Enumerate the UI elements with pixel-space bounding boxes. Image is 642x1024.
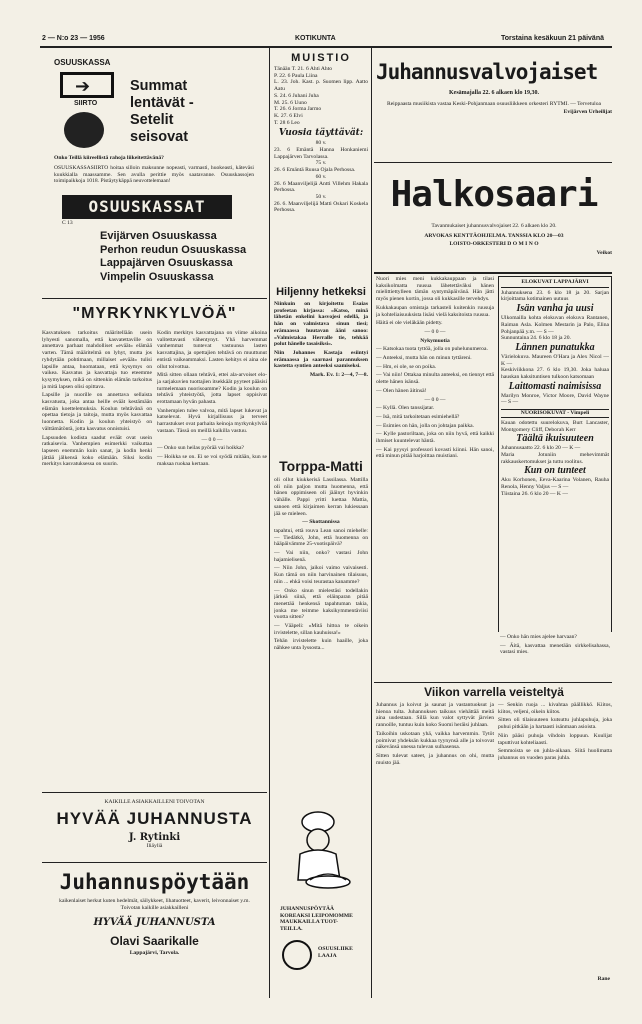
muistio xyxy=(274,52,368,284)
paragraph: — Onko hän mies ajelee harvaan? xyxy=(500,634,577,640)
paragraph: — Vai niin, onko? vastasi John hajamielisenä. xyxy=(274,550,368,563)
paragraph: Vanhempien tulee valvoa, mitä lapset lukevat ja katselevat. Hyvä kirjallisuus ja terveet harrastukset ovat parhaita keinoja myrkynkylvöä vastaan. Tässä on meillä kaikilla vastuu. xyxy=(157,407,267,434)
bank-item: Vimpelin Osuuskassa xyxy=(100,270,214,283)
paragraph: Sitten tulevat sateet, ja juhannus on ohi, mutta muisto jää. xyxy=(376,752,494,766)
bank-list xyxy=(100,230,246,284)
osuus-logo: OSUUSKASSAT xyxy=(62,195,232,219)
osuus-c13: C 13 xyxy=(62,220,73,226)
name-day: P. 22. 6 Paula Liina xyxy=(274,72,318,79)
paragraph: — Senkin ruoja ... kivahtaa päällikkö. Kiitos, kiitos, veljeni, oikein kiitos. xyxy=(498,702,612,715)
header-right: Torstaina kesäkuun 21 päivänä xyxy=(501,35,604,42)
paragraph: — Äitä, kasvattaa menetään sirkkelisahassa, vastasi mies. xyxy=(500,642,610,656)
viikon-col2 xyxy=(498,702,612,974)
bank-item: Evijärven Osuuskassa xyxy=(100,230,217,242)
paragraph: — Kylle pastoriltaan, joka on niin hyvä, että kaikki ihmiset kuuntelevat häntä. xyxy=(376,431,494,445)
name-day: Tänään T. 21. 6 Ahti Ahto xyxy=(274,66,333,72)
arrow-icon: ➔ xyxy=(60,72,114,98)
paragraph: Kodin merkitys kasvattajana on viime aikoina valitettavasti vähentynyt. Yhä harvemmat vanhemmat tuntevat vastuunsa lasten kasvattajina, ja opettajien tehtävä on muuttunut entistä vaikeammaksi. Lasten kehitys ei aina ole ollut toivottua. xyxy=(157,330,267,370)
ages-title: Vuosia täyttävät: xyxy=(278,128,364,139)
chef-icon xyxy=(288,810,354,894)
hyvaa-title: HYVÄÄ JUHANNUSTA xyxy=(56,808,253,828)
halko-ork: LOISTO-ORKESTERI D O M I N O xyxy=(449,241,539,248)
osuus-slogan xyxy=(130,78,194,146)
jpoyta-place: Lappajärvi, Tarvola. xyxy=(129,950,180,957)
osuus-body: OSUUSKASSASIIRTO hoitaa silloin maksunne nopeasti, varmasti, huokeasti, käteväsi kuukkialla maassamme. Sen avulla perittie myös saatavanne. Osuuskassojen toimipaikkoja 1018. Pistäytykäppä neuvottelemaan! xyxy=(54,165,254,185)
name-day: K. 27. 6 Elvi xyxy=(274,112,303,119)
name-day: T. 26. 6 Jorma Jarmo xyxy=(274,106,322,113)
paragraph: Kukkakaupan omistaja tarkasteli kuitenkin ruusuja ja kohteliaisuuksista lisäsi vielä kaksitoista ruusua. xyxy=(376,304,494,318)
bank-item: Lappajärven Osuuskassa xyxy=(100,257,233,269)
halko-ad xyxy=(376,166,612,272)
paragraph: oli ollut kiukkerisä Lassilassa. Mattilla oli niin paljon mutta huomenna, että hänen oppimiseen oli jääinyt hyvinkin vähälle. Pappi yritti luettaa Mattia, sanoen että kirjaimen kerran lukiessaan jää se mieleen. xyxy=(274,477,368,517)
paragraph: Niin Johannes Kastaja esiintyi erämaassa ja saarnasi parannuksen kastetta syntien anteeksi saamiseksi. xyxy=(274,349,368,370)
coin-icon xyxy=(64,112,104,148)
bakery-ad xyxy=(274,800,368,996)
paragraph: — Katsokaa tuota tyttöä, jolla on puhelunumeroa. xyxy=(376,346,488,353)
film-info: Aku Korhonen, Eeva-Kaarina Volanen, Rauha Renola, Henny Valjus — S — xyxy=(501,477,609,491)
film-info: Ulkomailla kohta elokuvan elokuva Rantanen, Raiman Asla. Kolmen Mestarin ja Palo, Elina Pohjanpää y.m. — S — xyxy=(501,315,609,335)
muistio-title: MUISTIO xyxy=(291,52,351,64)
bakery-line: KOREAKSI LEIPOMOMME xyxy=(280,912,353,919)
bakery-logo: OSUUSLIIKE LAAJA xyxy=(318,946,353,959)
paragraph: Lapsuuden kodista saadut eväät ovat usein ratkaisevia. Vanhempien esimerkki vaikuttaa lapseen enemmän kuin sanat, ja kodin henki jättää jälkensä koko elämään. Siksi kodin merkitys kasvatuksessa on suurin. xyxy=(42,434,152,468)
viikon-col1 xyxy=(376,702,494,974)
name-day: M. 25. 6 Uuno xyxy=(274,99,307,106)
page-header xyxy=(0,32,642,44)
paragraph: Niin pääsi puhuja vihdoin loppuun. Kuulijat taputtivat kohteliaasti. xyxy=(498,732,612,746)
header-left: 2 — N:o 23 — 1956 xyxy=(42,35,105,42)
jpoyta-ad xyxy=(42,866,267,996)
hiljeny xyxy=(274,286,368,446)
elokuvat-head2: NUORISOKUVAT - Vimpeli xyxy=(501,409,609,418)
bakery-line: TEILLA. xyxy=(280,926,303,933)
hiljeny-body xyxy=(274,301,368,379)
hyvaa-name: J. Rytinki xyxy=(128,831,181,843)
paragraph: Taikoihin uskotaan yhä, vaikka harvemmin. Tytöt poimivat yhdeksän kukkaa tyynynsä alle ja toivovat näkevänsä unessa tulevan sulhasensa. xyxy=(376,730,494,751)
age-item: 26. 6 Maanviljelijä Antti Villehm Hakala Perhossa. xyxy=(274,180,368,194)
paragraph: — Hoikka se on. Ei se voi syödä mitään, kun se maksaa ruokaa kertaan. xyxy=(157,453,267,467)
age-item: 26. 6. Maanviljelijä Matti Oskari Koskela Perhossa. xyxy=(274,200,368,214)
film-title: Isän vanha ja uusi xyxy=(516,303,594,315)
paragraph: Lapsille ja nuorille on annettava sellaista kasvatusta, joka antaa heille eväät kestämään elämän koettelemuksia. Koulun tehtävänä on opettaa tietoja ja taitoja, mutta myös kasvattaa luonnetta. Kodin ja koulun yhteistyö on välttämätöntä, jotta kasvatus onnistuisi. xyxy=(42,392,152,432)
name-day: S. 24. 6 Juhani Juha xyxy=(274,92,319,99)
bakery-line: JUHANNUSPÖYTÄÄ xyxy=(280,906,335,912)
torppa-title: Torppa-Matti xyxy=(279,458,363,474)
film-info: Värielokuva. Maureen O'Hara ja Alex Nicol — K — xyxy=(501,353,609,367)
muistio-list xyxy=(274,66,368,126)
jpoyta-body: kaikenlaiset herkut kuten hedelmät, säilykkeet, lihatuotteet, kaverit, leivonnaiset y.m. Toivotan kaikille asiakkailleni xyxy=(59,898,250,911)
viikon-title: Viikon varrella veisteltyä xyxy=(424,685,564,699)
myrk-col2 xyxy=(157,330,267,788)
paragraph: Mitä sitten ollaan tehtävä, ettei ala-arvoiset elo- ja sarjakuvien tuottajien itsekkäät pyyteet pääsisi turmelemaan nuorisoamme? Kodin ja koulun on tehtävä yhteistyötä, jotta lapset oppisivat erottamaan hyvän pahasta. xyxy=(157,372,267,406)
hyvaa-place: Iliäyliä xyxy=(146,842,163,849)
bakery-text xyxy=(280,906,364,933)
jpoyta-title: Juhannuspöytään xyxy=(59,870,250,894)
paragraph: — Vääpeli: «Mitä hittoa te oikein irvistelette, sillan kauhuissa!» xyxy=(274,623,368,636)
subheading: Nykymuotia xyxy=(420,337,450,344)
laaja-logo-icon xyxy=(282,940,312,970)
jpoyta-name: Olavi Saarikalle xyxy=(110,934,199,949)
elokuvat-list2 xyxy=(501,420,609,498)
hyvaa-pre: KAIKILLE ASIAKKAILLENI TOIVOTAN xyxy=(104,799,205,805)
paragraph: Nuori mies meni kukkakauppaan ja tilasi kaksikolmatta ruusua lähetettäväksi hänen mielittiettylleen tämän syntymäpäivänä. Hän jätti myös pienen kortin, jossa oli kukkasille tervehdys. xyxy=(376,276,494,303)
film-info: Marilyn Monroe, Victor Moore, David Wayne — S — xyxy=(501,392,609,406)
myrk-title: "MYRKYNKYLVÖÄ" xyxy=(72,305,237,322)
age-head: 80 v. xyxy=(315,140,327,147)
halko-org: Veikot xyxy=(596,250,612,257)
paragraph: — Anteeksi, mutta hän on minun tyttäreni. xyxy=(376,355,472,362)
paragraph: — Kai pyysyi professori kovasti kiinni. Hän sanoi, että minun pitää harjoittaa muistiani. xyxy=(376,446,494,460)
slogan-line: seisovat xyxy=(130,129,189,145)
film-info: Juhannusaatto 22. 6 klo 20 — K — xyxy=(501,445,581,452)
jval-org: Evijärven Urheilijat xyxy=(563,109,612,116)
separator: — 0 0 — xyxy=(424,328,446,335)
film-info: Maria Jotuniin mehevimmät rakkauskertomukset ja tuttu roolitus. xyxy=(501,451,609,465)
torppa xyxy=(274,458,368,793)
hiljeny-title: Hiljenny hetkeksi xyxy=(276,286,366,298)
paragraph: — Isä, mitä tarkoitetaan esimiehellä? xyxy=(376,413,460,420)
header-center: KOTIKUNTA xyxy=(295,35,336,42)
paragraph: Häitä ei ole vieläkään pidetty. xyxy=(376,320,443,327)
paragraph: Niinkuin on kirjoitettu Esaias profeetan kirjassa: «Katso, minä lähetän enkelini kasvojesi edellä, ja hän on valmistava sinun tiesi; erämaassa huutavan ääni sanoo: «Valmistakaa Herralle tie, tehkää polut hänelle tasaisiksi». xyxy=(274,301,368,348)
age-head: 75 v. xyxy=(315,160,327,167)
film-info: Keskiviikkona 27. 6 klo 19,30. Joka haluaa hauskan kaksituntisen tulkoon katsomaan xyxy=(501,367,609,381)
age-head: 60 v. xyxy=(315,173,327,180)
elokuvat-list xyxy=(501,290,609,406)
film-title: Kun on tunteet xyxy=(524,465,586,477)
paragraph: — Vai niin! Ottakaa minulta anteeksi, en tiennyt että olette hänen isänsä. xyxy=(376,372,494,386)
paragraph: — Kyllä. Olen tanssijatar. xyxy=(376,405,435,412)
paragraph: Kasvatuksen tarkoitus määritellään usein lyhyesti sanomalla, että kasvatettaville on annettava parhaat mahdolliset «eväät» elämää varten. Tämä määritelmä on lyhyt, mutta jos ryhdytään pohtimaan, millaiset «eväät» tulisi lapsille antaa, huomataan, että kysymys on vaikea. Kasvatus ja kasvattaja tuo eteemme kysymyksen, mikä on sittenkin elämän tarkoitus ja mitä lapsen olisi opittava. xyxy=(42,330,152,390)
paragraph: tapahtui, että rouva Lean sanoi miehelle: — Tiedätkö, John, että huomenna on hääpäivämme 25-vuotispäivä? xyxy=(274,527,368,548)
jval-ad xyxy=(376,52,612,162)
film-info: Kauan odotettu suurelokuva, Burt Lancaster, Montgomery Cliff, Deborah Kerr xyxy=(501,419,609,433)
osuus-question: Onko Teillä kiireellistä rahoja liikeitettävänä? xyxy=(54,155,164,161)
viikon-sign: Rane xyxy=(597,976,610,982)
film-title: Täältä ikuisuuteen xyxy=(516,433,594,445)
myrk-col1 xyxy=(42,330,152,788)
film-info: Sunnuntaina 24. 6 klo 18 ja 20. xyxy=(501,335,571,342)
film-info: Tiistaina 26. 6 klo 20 — K — xyxy=(501,490,568,497)
paragraph: — Niin John, jaikoi vaimo vaivaisesti. Kun tämä on niin harvinainen tilaisuus, niin ... ehkä voisi teurastaa kanamme? xyxy=(274,565,368,585)
paragraph: Juhannus ja koivut ja saunat ja vastantuoksut ja hienoa tulta. Juhannuksen taikuus viehättää meitä aina uudestaan. Sillä kun valot syttyvät järvien rannoille, tuntuu kuin koko Suomi heräisi juhlaan. xyxy=(376,702,494,729)
osuus-mid: SIIRTO xyxy=(74,100,98,107)
film-info: Juhannuksena 23. 6 klo 18 ja 20. Sarjan kirjoittama kotimainen uutuus xyxy=(501,289,609,303)
age-item: 26. 6 Emäntä Ruusa Ojala Perhossa. xyxy=(274,167,356,174)
age-head: 50 v. xyxy=(315,193,327,200)
jpoyta-wish: HYVÄÄ JUHANNUSTA xyxy=(93,917,216,929)
film-title: Laittomasti naimisissa xyxy=(508,380,602,392)
subheading: — Skottannissa xyxy=(302,519,340,526)
bakery-line: MAUKKAILLA TUOT- xyxy=(280,919,338,926)
paragraph: Mark. Ev. 1: 2—4, 7—8. xyxy=(309,372,368,379)
halko-line: Tavanmukaiset juhannusvalvojaiset 22. 6 alkaen klo 20. xyxy=(431,223,557,229)
story-col xyxy=(376,276,494,680)
torppa-body xyxy=(274,477,368,652)
age-item: 23. 6 Emäntä Hanna Honkaniemi Lappajärven Tarvolassa. xyxy=(274,147,368,160)
elokuvat-tail xyxy=(498,632,612,680)
paragraph: — Hm, ei ole, se on poika. xyxy=(376,363,437,370)
elokuvat-head: ELOKUVAT LAPPAJÄRVI xyxy=(501,279,609,288)
paragraph: — Onko sinun mielestäsi todellakin järkeä siinä, että eläinparan pitää menettää henkensä tapahtuman takia, jonka me teimme kaksikymmentäviisi vuotta sitten? xyxy=(274,587,368,621)
slogan-line: lentävät - xyxy=(130,95,194,111)
jval-when: Kesämajalla 22. 6 alkaen klo 19,30. xyxy=(448,90,539,96)
ages-list xyxy=(274,140,368,214)
paragraph: — Onko sun heilas pyörää vai hoikka? xyxy=(157,445,244,452)
halko-prog: ARVOKAS KENTTÄOHJELMA. TANSSIA KLO 20—03 xyxy=(424,232,564,239)
paragraph: Tehän irvistelette kuin haaille, joka nähkee unta Iyssosta... xyxy=(274,638,368,652)
slogan-line: Setelit xyxy=(130,112,174,128)
paragraph: — Esimies on hän, jolla on johtajan paikka. xyxy=(376,422,475,429)
hyvaa-ad xyxy=(42,796,267,860)
paragraph: — Olen hänen äitinsä! xyxy=(376,387,427,394)
osuus-top: OSUUSKASSA xyxy=(54,58,111,67)
jval-body: Reippaasta musiikista vastaa Keski-Pohjanmaan osuusliikkeen orkesteri RYTMI. — Tervetuloa xyxy=(386,100,602,107)
name-day: L. 23. Joh. Kast. p. Suomen lipp. Aatto Aatu xyxy=(274,79,368,93)
slogan-line: Summat xyxy=(130,78,188,94)
bank-item: Perhon reudun Osuuskassa xyxy=(100,243,247,256)
name-day: T. 28 6 Leo xyxy=(274,119,300,126)
halko-title: Halkosaari xyxy=(390,174,598,215)
paragraph: Semmoista se on juhla-aikaan. Siitä huolimatta juhannus on vuoden paras juhla. xyxy=(498,748,612,761)
separator: — 0 0 — xyxy=(201,436,223,443)
jval-title: Juhannusvalvojaiset xyxy=(376,60,598,84)
separator: — 0 0 — xyxy=(424,396,446,403)
film-title: Lännen punatukka xyxy=(515,341,595,353)
paragraph: Sitten oli tilaisuuteen kutsuttu juhlapuhuja, joka puhui pitkään ja hartaasti isänmaan asioista. xyxy=(498,717,612,731)
elokuvat xyxy=(498,276,612,680)
